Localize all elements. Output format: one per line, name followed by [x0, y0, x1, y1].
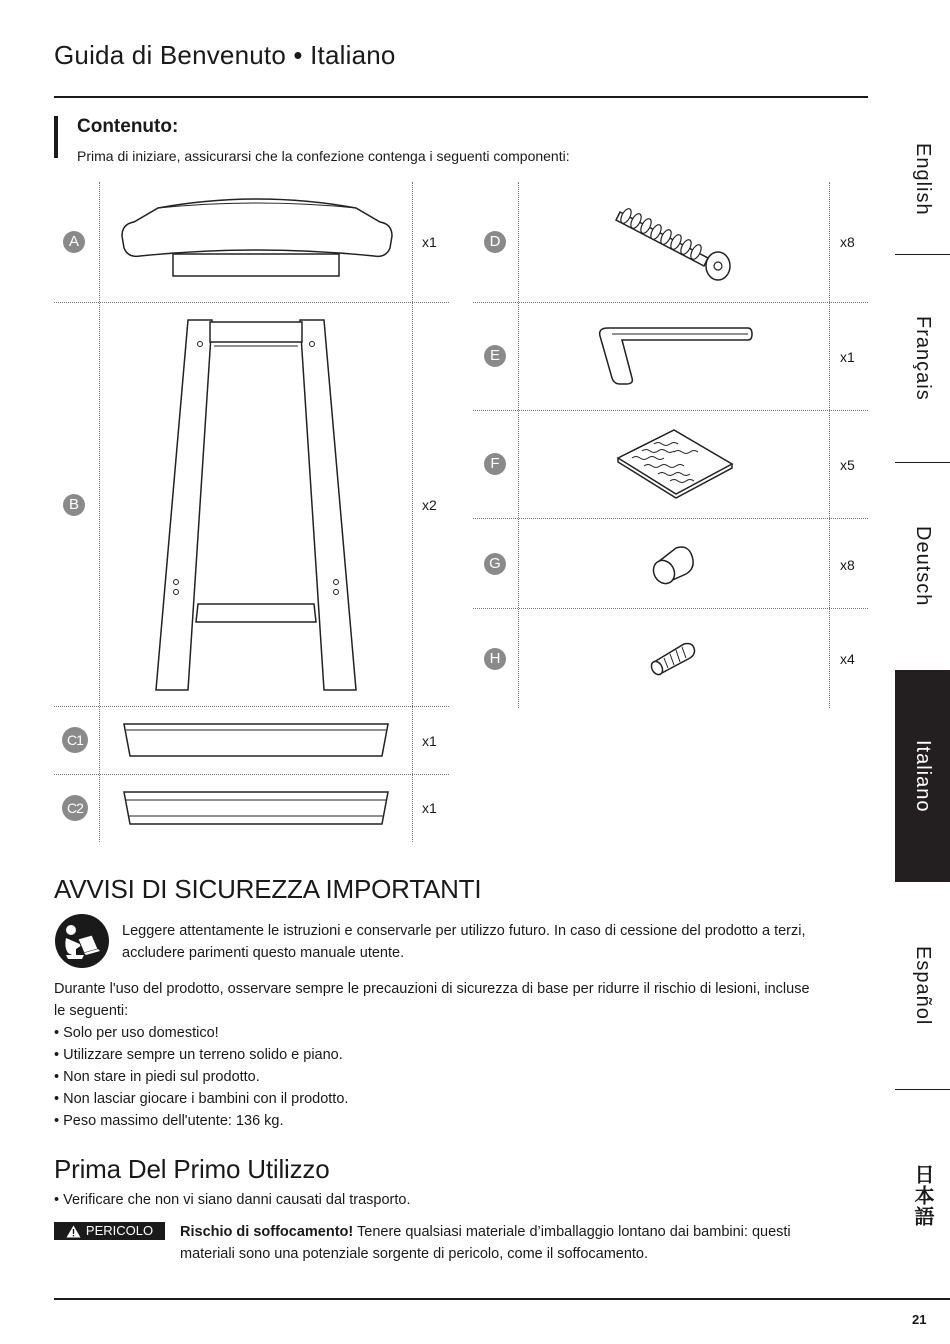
part-qty-b: x2	[422, 497, 437, 513]
dowel-icon	[648, 638, 698, 678]
part-qty-d: x8	[840, 234, 855, 250]
grid-line	[473, 302, 868, 303]
manual-note-line-2: accludere parimenti questo manuale utente.	[122, 945, 405, 961]
grid-line	[412, 182, 413, 842]
danger-label: PERICOLO	[85, 1223, 154, 1238]
danger-bold: Rischio di soffocamento!	[180, 1224, 354, 1240]
part-badge-g: G	[484, 553, 506, 575]
allen-key-icon	[592, 322, 756, 386]
safety-bullet: • Utilizzare sempre un terreno solido e piano.	[54, 1047, 343, 1063]
grid-line	[54, 774, 449, 775]
first-use-bullet: • Verificare che non vi siano danni causati dal trasporto.	[54, 1192, 411, 1208]
safety-heading: AVVISI DI SICUREZZA IMPORTANTI	[54, 874, 482, 904]
grid-line	[473, 410, 868, 411]
tab-japanese[interactable]: 日本語	[911, 1163, 933, 1227]
header-divider	[54, 96, 868, 98]
page-title: Guida di Benvenuto • Italiano	[54, 40, 396, 70]
crossbar-c1-icon	[120, 718, 392, 762]
part-badge-b: B	[63, 494, 85, 516]
part-badge-f: F	[484, 453, 506, 475]
part-qty-c2: x1	[422, 800, 437, 816]
part-qty-g: x8	[840, 557, 855, 573]
page-number: 21	[912, 1312, 927, 1327]
safety-intro-line-1: Durante l'uso del prodotto, osservare sempre le precauzioni di sicurezza di base per ridurre il rischio di lesioni, incluse	[54, 981, 810, 997]
part-qty-f: x5	[840, 457, 855, 473]
manual-note-line-1: Leggere attentamente le istruzioni e conservarle per utilizzo futuro. In caso di cessione del prodotto a terzi,	[122, 923, 806, 939]
footer-divider	[54, 1298, 950, 1300]
part-qty-e: x1	[840, 349, 855, 365]
part-badge-c2: C2	[62, 795, 88, 821]
section-accent-bar	[54, 116, 58, 158]
grid-line	[473, 608, 868, 609]
contents-intro: Prima di iniziare, assicurarsi che la confezione contenga i seguenti componenti:	[77, 148, 570, 164]
safety-bullet: • Non lasciar giocare i bambini con il prodotto.	[54, 1091, 349, 1107]
safety-bullet: • Non stare in piedi sul prodotto.	[54, 1069, 260, 1085]
crossbar-c2-icon	[120, 786, 392, 830]
cap-icon	[648, 542, 698, 586]
part-qty-c1: x1	[422, 733, 437, 749]
read-manual-icon	[54, 913, 110, 969]
tab-italiano[interactable]: Italiano	[895, 670, 950, 882]
danger-badge	[54, 1222, 165, 1240]
part-badge-d: D	[484, 231, 506, 253]
tab-separator	[895, 1089, 950, 1090]
contents-heading: Contenuto:	[77, 116, 179, 137]
part-badge-e: E	[484, 345, 506, 367]
first-use-heading: Prima Del Primo Utilizzo	[54, 1154, 330, 1184]
part-badge-c1: C1	[62, 727, 88, 753]
part-badge-h: H	[484, 648, 506, 670]
grid-line	[829, 182, 830, 708]
leg-frame-icon	[150, 316, 362, 694]
tab-espanol[interactable]: Español	[912, 945, 934, 1026]
danger-text-line-2: materiali sono una potenziale sorgente di pericolo, come il soffocamento.	[180, 1246, 649, 1262]
part-qty-h: x4	[840, 651, 855, 667]
grid-line	[54, 302, 449, 303]
grid-line	[99, 182, 100, 842]
warning-triangle-icon	[66, 1225, 81, 1238]
safety-bullet: • Solo per uso domestico!	[54, 1025, 219, 1041]
safety-bullet: • Peso massimo dell'utente: 136 kg.	[54, 1113, 284, 1129]
grid-line	[518, 182, 519, 708]
part-badge-a: A	[63, 231, 85, 253]
grid-line	[54, 706, 449, 707]
safety-intro-line-2: le seguenti:	[54, 1003, 129, 1019]
tab-english[interactable]: English	[912, 142, 934, 216]
felt-pad-icon	[614, 424, 736, 500]
tab-francais[interactable]: Français	[912, 316, 934, 401]
tab-deutsch[interactable]: Deutsch	[912, 526, 934, 607]
seat-icon	[118, 196, 396, 284]
part-qty-a: x1	[422, 234, 437, 250]
bolt-icon	[612, 198, 738, 284]
grid-line	[473, 518, 868, 519]
danger-text-line-1: Rischio di soffocamento! Tenere qualsiasi materiale d’imballaggio lontano dai bambini: questi	[180, 1224, 791, 1240]
